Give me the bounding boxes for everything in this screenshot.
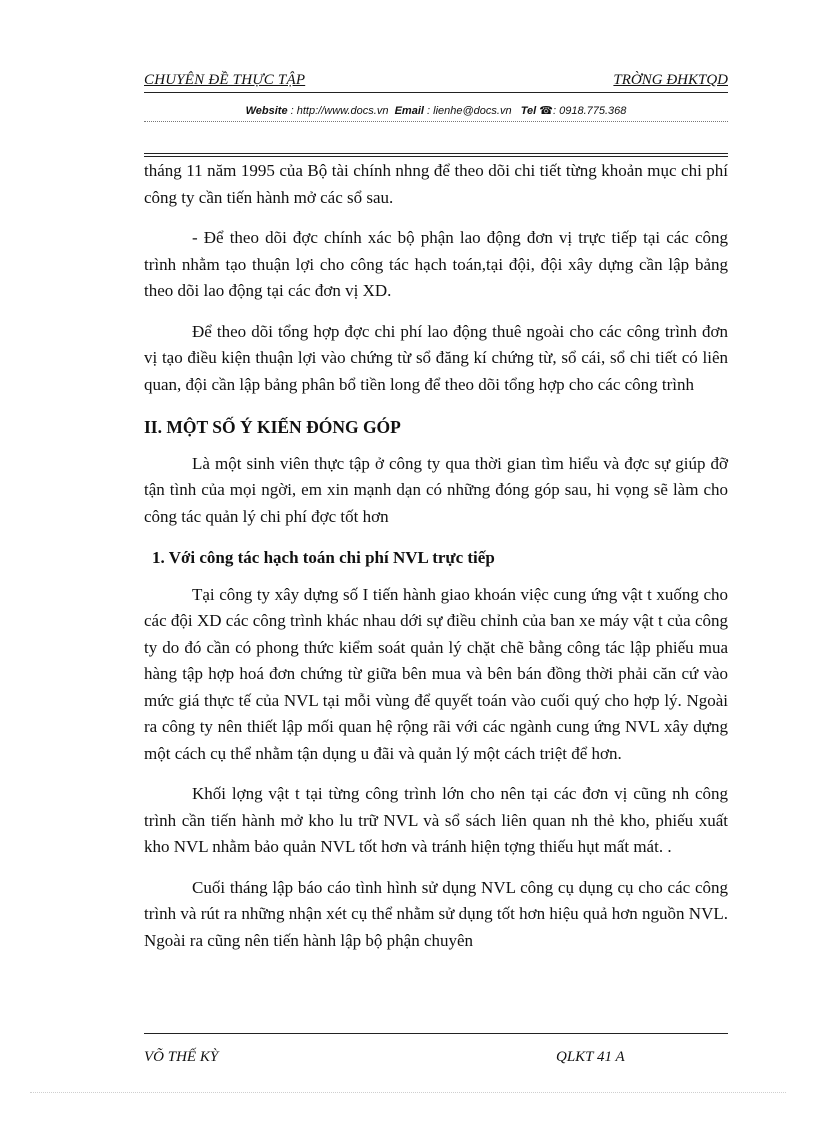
paragraph-5: Tại công ty xây dựng số I tiến hành giao khoán việc cung ứng vật t xuống cho các đội XD các công trình khác nhau dới sự điều chỉnh của ban xe máy vật t của công ty do đó cần có phong thức kiểm soát quản lý chặt chẽ bằng công tác lập phiếu mua hàng tập hợp hoá đơn chứng từ giữa bên mua và bên bán đồng thời phải căn cứ vào mức giá thực tế của NVL tại mỗi vùng để quyết toán vào cuối quý cho hợp lý. Ngoài ra công ty nên thiết lập mối quan hệ rộng rãi với các ngành cung ứng NVL xây dựng một cách cụ thể nhằm tận dụng u đãi và quản lý một cách triệt để hơn. — [144, 584, 728, 763]
header-title-left: CHUYÊN ĐỀ THỰC TẬP — [144, 72, 306, 88]
tel-label: Tel — [520, 105, 537, 117]
paragraph-7: Cuối tháng lập báo cáo tình hình sử dụng NVL công cụ dụng cụ cho các công trình và rút ra những nhận xét cụ thể nhằm sử dụng tốt hơn hiệu quả hơn nguồn NVL. Ngoài ra cũng nên tiến hành lập bộ phận chuyên — [144, 877, 728, 950]
header-rule — [144, 92, 728, 93]
footer-rule — [144, 1033, 728, 1034]
header-dotted-rule — [144, 121, 728, 122]
subsection-heading: 1. Với công tác hạch toán chi phí NVL trực tiếp — [152, 548, 495, 567]
website-value: : http://www.docs.vn — [290, 105, 389, 117]
footer-class: QLKT 41 A — [556, 1049, 625, 1065]
website-label: Website — [245, 105, 288, 117]
header-title-right: TRỜNG ĐHKTQD — [613, 72, 728, 88]
header-double-rule-bottom — [144, 156, 728, 157]
paragraph-3: Để theo dõi tổng hợp đợc chi phí lao động thuê ngoài cho các công trình đơn vị tạo điều kiện thuận lợi vào chứng từ sổ đăng kí chứng từ, sổ cái, sổ chi tiết có liên quan, đội cần lập bảng phân bổ tiền long để theo dõi tổng hợp cho các công trình — [144, 321, 728, 394]
email-label: Email — [394, 105, 424, 117]
paragraph-1: tháng 11 năm 1995 của Bộ tài chính nhng để theo dõi chi tiết từng khoản mục chi phí công ty cần tiến hành mở các sổ sau. — [144, 161, 728, 207]
paragraph-2: - Để theo dõi đợc chính xác bộ phận lao động đơn vị trực tiếp tại các công trình nhằm tạo thuận lợi cho công tác hạch toán,tại đội, đội xây dựng cần lập bảng theo dõi lao động tại các đơn vị XD. — [144, 228, 728, 300]
header-contact-line — [144, 104, 728, 117]
document-body — [144, 158, 728, 954]
paragraph-4: Là một sinh viên thực tập ở công ty qua thời gian tìm hiểu và đợc sự giúp đỡ tận tình của mọi ngời, em xin mạnh dạn có những đóng góp sau, hi vọng sẽ làm cho công tác quản lý chi phí đợc tốt hơn — [144, 453, 728, 526]
page-header — [144, 72, 728, 92]
email-value: : lienhe@docs.vn — [427, 105, 512, 117]
paragraph-6: Khối lợng vật t tại từng công trình lớn cho nên tại các đơn vị cũng nh công trình cần tiến hành mở kho lu trữ NVL và sổ sách liên quan nh thẻ kho, phiếu xuất kho NVL nhằm bảo quản NVL tốt hơn và tránh hiện tợng thiếu hụt mất mát. . — [144, 784, 728, 856]
header-double-rule-top — [144, 153, 728, 154]
section-heading: II. MỘT SỐ Ý KIẾN ĐÓNG GÓP — [144, 417, 401, 437]
phone-icon: ☎ — [539, 105, 553, 117]
footer-author: VÕ THẾ KỲ — [144, 1049, 219, 1065]
tel-value: : 0918.775.368 — [553, 105, 627, 117]
page-bottom-dotted-line — [30, 1092, 786, 1093]
